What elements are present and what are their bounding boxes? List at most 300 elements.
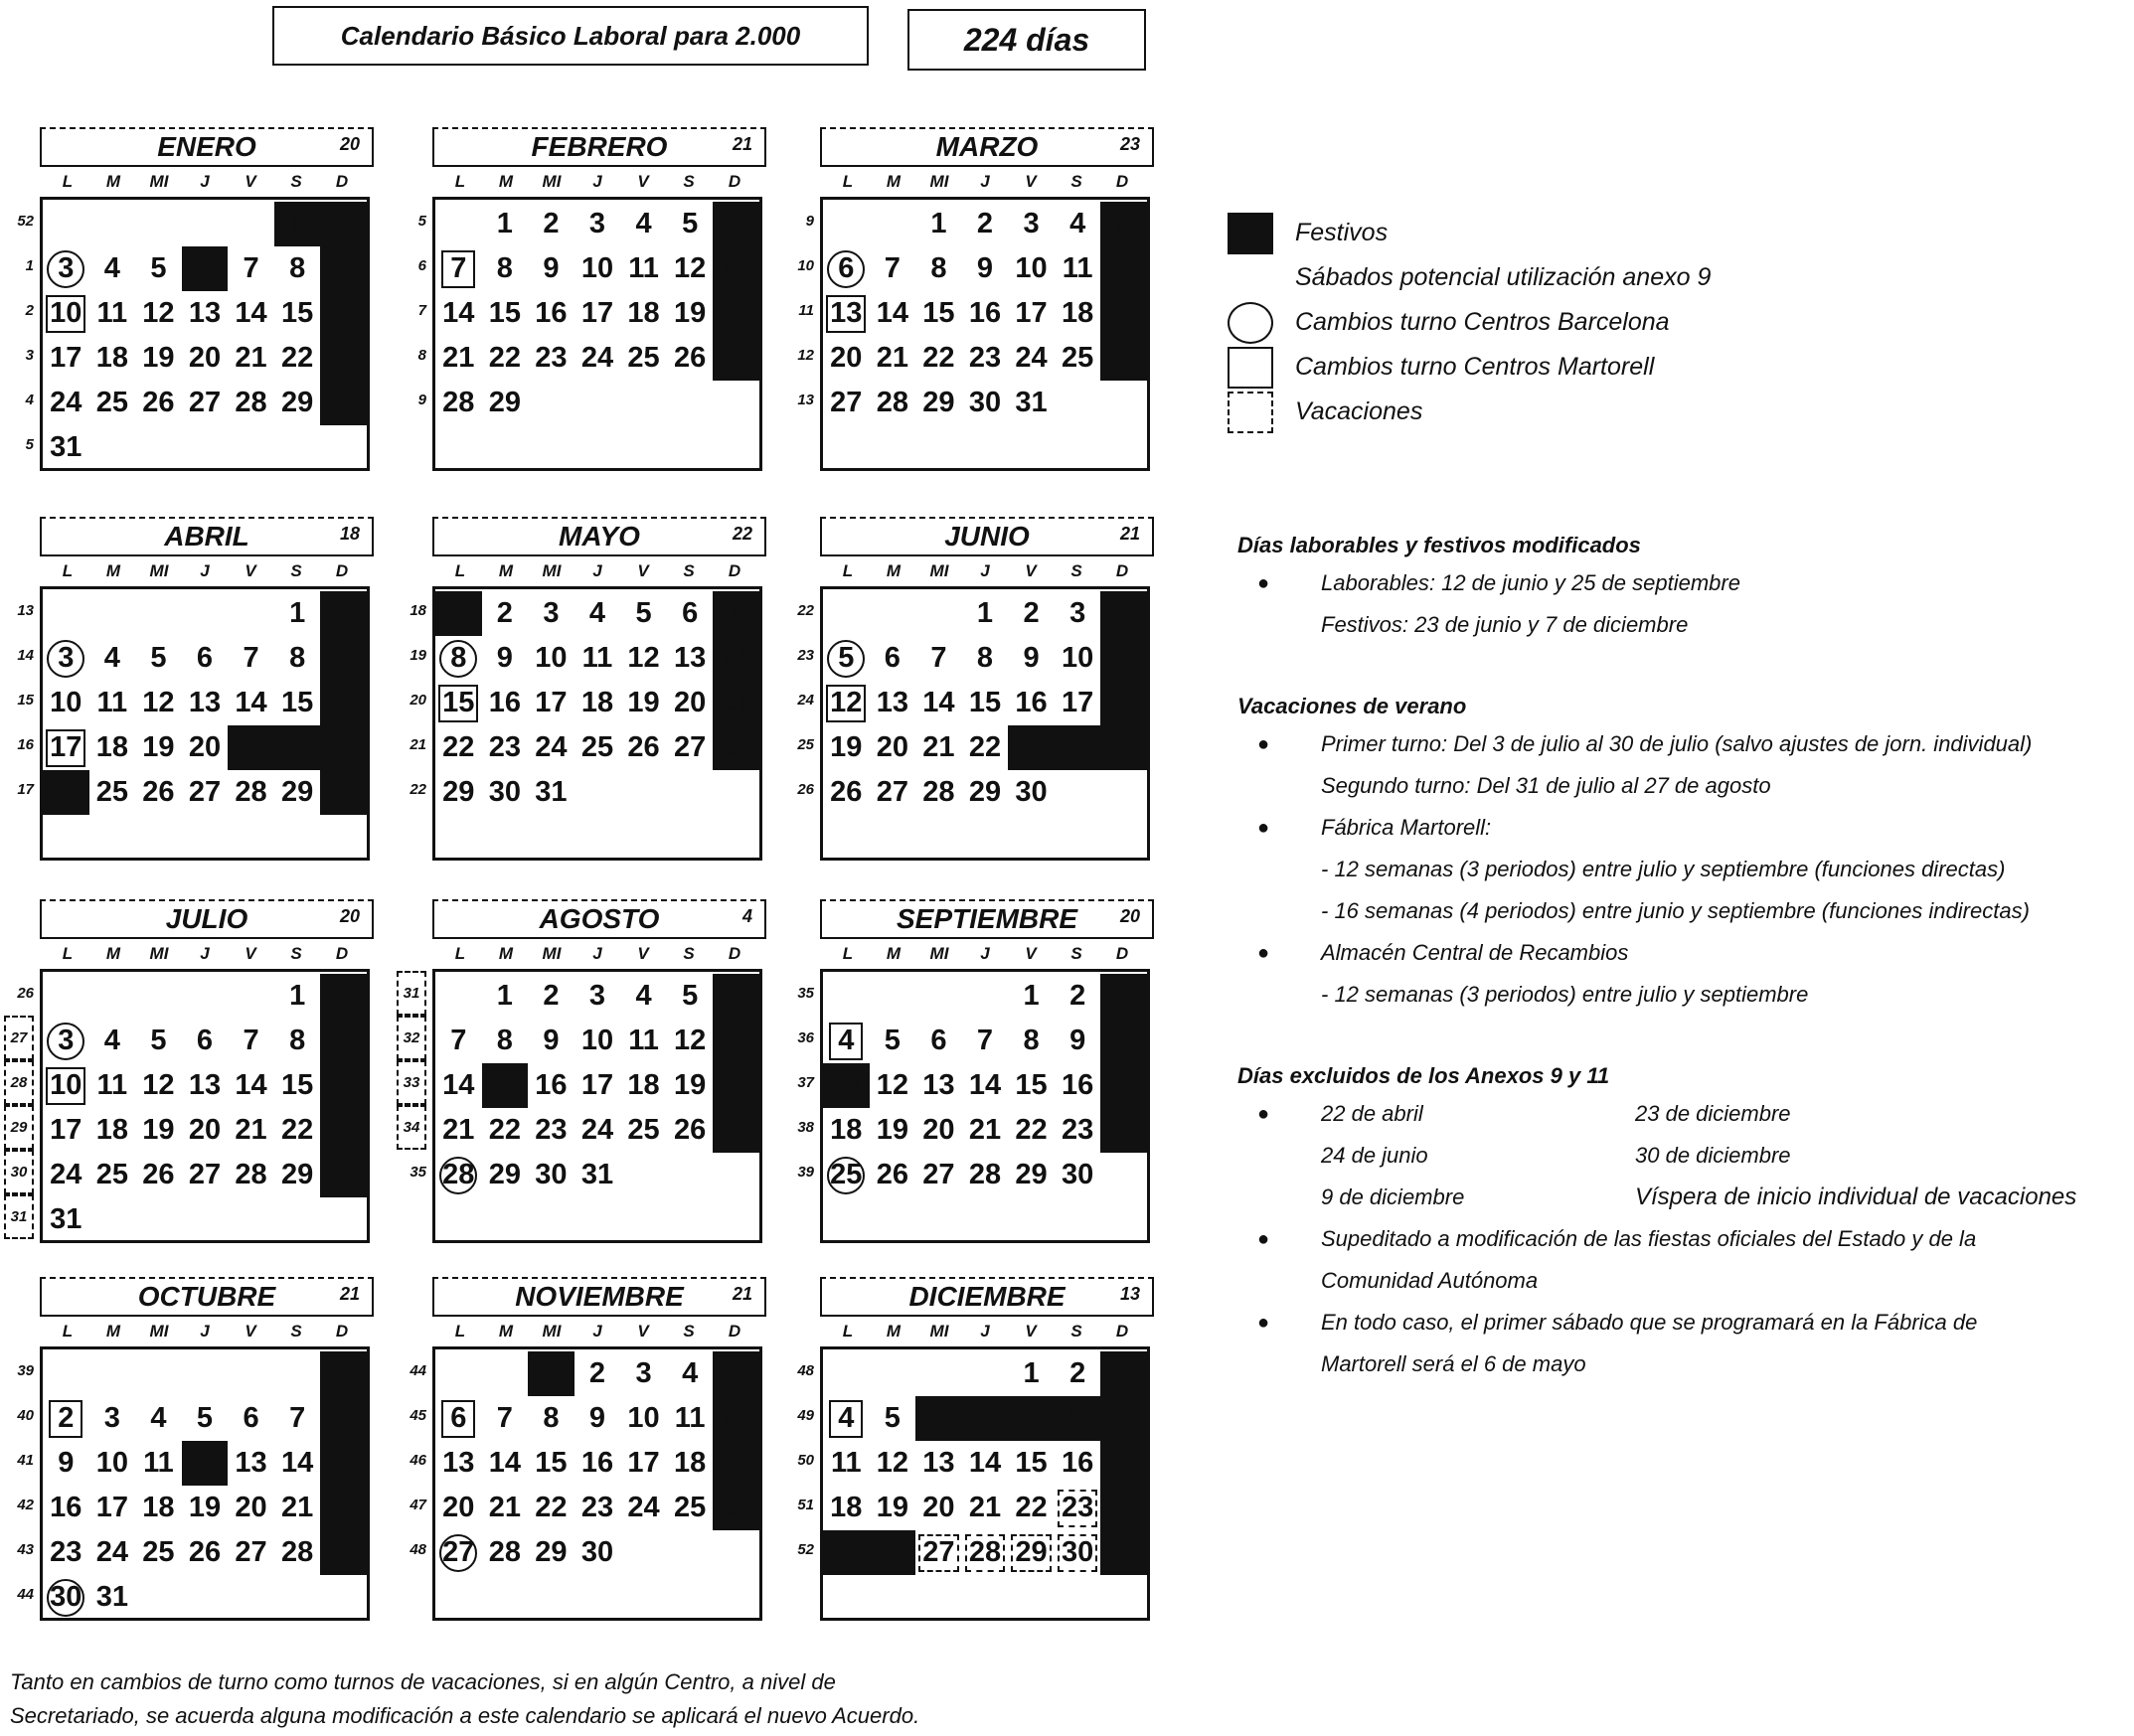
- weekday-label: M: [886, 944, 902, 963]
- note-text: Festivos: 23 de junio y 7 de diciembre: [1321, 612, 1689, 637]
- day-cell: [135, 1108, 182, 1153]
- holiday-cell: [1100, 246, 1147, 291]
- day-cell: [228, 636, 274, 681]
- empty-cell: [228, 591, 274, 636]
- holiday-cell: [320, 1396, 367, 1441]
- week-numbers: [784, 588, 814, 812]
- day-number: 10: [46, 295, 85, 333]
- day-cell: [870, 291, 916, 336]
- day-cell: [1008, 246, 1055, 291]
- week-number: 9: [417, 392, 426, 408]
- day-number: 30: [327, 1159, 360, 1190]
- day-number: 18: [95, 731, 128, 763]
- day-number: 17: [1107, 1447, 1140, 1479]
- week-number: 4: [25, 392, 34, 408]
- day-number: 29: [488, 387, 521, 418]
- day-cell: [228, 1486, 274, 1530]
- day-number: 27: [439, 1534, 477, 1572]
- week-number: 13: [17, 602, 34, 619]
- day-cell: [915, 1153, 962, 1197]
- week-number: 3: [25, 347, 34, 364]
- day-cell: [274, 291, 321, 336]
- week-number: 35: [410, 1164, 426, 1181]
- holiday-cell: [1100, 1530, 1147, 1575]
- day-cell: [823, 336, 870, 381]
- weekday-label: V: [637, 172, 649, 191]
- day-number: 7: [728, 597, 744, 629]
- empty-cell: [915, 974, 962, 1019]
- day-cell: [43, 1153, 89, 1197]
- day-number: 27: [830, 387, 863, 418]
- weekday-label: M: [105, 172, 121, 191]
- day-cell: [528, 1441, 575, 1486]
- day-cell: [575, 1396, 621, 1441]
- weekday-label: V: [245, 1322, 256, 1341]
- week-number: 39: [797, 1164, 814, 1181]
- day-cell: [962, 725, 1009, 770]
- day-number: 14: [720, 642, 752, 674]
- day-cell: [528, 681, 575, 725]
- holiday-cell: [320, 591, 367, 636]
- day-number: 22: [488, 1114, 521, 1146]
- day-cell: [274, 1441, 321, 1486]
- day-cell: [528, 336, 575, 381]
- day-cell: [1055, 1063, 1101, 1108]
- day-number: 5: [150, 252, 167, 284]
- day-number: 14: [442, 297, 475, 329]
- day-cell: [962, 246, 1009, 291]
- day-cell: [482, 636, 529, 681]
- day-number: 11: [96, 687, 128, 718]
- day-cell: [1055, 202, 1101, 246]
- day-number: 1: [289, 208, 306, 239]
- holiday-cell: [1100, 636, 1147, 681]
- legend-item-martorell: [1228, 345, 1711, 390]
- day-cell: [620, 1108, 667, 1153]
- day-cell: [228, 1108, 274, 1153]
- week-number: 52: [797, 1541, 814, 1558]
- day-cell: [435, 681, 482, 725]
- day-cell: [89, 1108, 136, 1153]
- weekday-header: [825, 556, 1154, 586]
- month-workdays: 21: [339, 1284, 360, 1304]
- day-cell: [823, 246, 870, 291]
- day-number: 24: [1062, 731, 1094, 763]
- day-number: 24: [535, 731, 568, 763]
- day-number: 28: [235, 387, 267, 418]
- legend-item-festivos: [1228, 211, 1711, 255]
- holiday-cell: [713, 974, 759, 1019]
- day-number: 1: [930, 208, 947, 239]
- week-numbers: [784, 1348, 814, 1572]
- holiday-cell: [320, 1486, 367, 1530]
- month-agosto: [403, 899, 766, 1243]
- day-number: 9: [335, 642, 352, 674]
- day-number: 22: [281, 731, 314, 763]
- day-number: 11: [96, 1069, 128, 1101]
- day-number: 27: [188, 776, 222, 808]
- week-numbers: [397, 588, 426, 812]
- circle-symbol-icon: [1228, 302, 1273, 344]
- day-number: 9: [588, 1402, 606, 1434]
- weekday-label: MI: [929, 561, 949, 580]
- day-number: 1: [289, 980, 306, 1012]
- day-number: 1: [496, 208, 513, 239]
- day-cell: [575, 974, 621, 1019]
- day-cell: [620, 974, 667, 1019]
- weekday-label: J: [980, 172, 990, 191]
- day-number: 1: [1023, 1357, 1040, 1389]
- day-cell: [135, 725, 182, 770]
- note-text: Martorell será el 6 de mayo: [1321, 1351, 1586, 1376]
- weekday-label: J: [592, 1322, 602, 1341]
- day-number: 7: [930, 642, 947, 674]
- day-cell: [575, 202, 621, 246]
- day-number: 28: [922, 776, 955, 808]
- weekday-label: L: [842, 944, 854, 963]
- empty-cell: [823, 591, 870, 636]
- day-number: 17: [580, 297, 614, 329]
- holiday-cell: [1100, 1063, 1147, 1108]
- day-cell: [135, 246, 182, 291]
- weekday-header: [437, 939, 766, 969]
- day-cell: [1008, 1019, 1055, 1063]
- day-cell: [135, 291, 182, 336]
- day-number: 17: [1062, 687, 1094, 718]
- week-number: 33: [397, 1060, 426, 1105]
- day-number: 23: [535, 342, 568, 374]
- day-number: 26: [876, 1536, 908, 1568]
- day-cell: [575, 725, 621, 770]
- holiday-cell: [274, 202, 321, 246]
- week-number: 26: [17, 985, 34, 1002]
- empty-cell: [870, 202, 916, 246]
- day-number: 22: [327, 1492, 360, 1523]
- day-number: 2: [49, 1400, 82, 1438]
- day-number: 7: [243, 1025, 259, 1056]
- week-number: 44: [17, 1586, 34, 1603]
- empty-cell: [435, 202, 482, 246]
- empty-cell: [823, 202, 870, 246]
- day-number: 24: [95, 1536, 128, 1568]
- day-number: 19: [674, 1069, 707, 1101]
- day-cell: [1008, 381, 1055, 425]
- day-cell: [620, 1486, 667, 1530]
- day-number: 20: [922, 1114, 955, 1146]
- day-cell: [482, 1153, 529, 1197]
- month-workdays: 23: [1119, 134, 1140, 154]
- day-cell: [823, 725, 870, 770]
- holiday-cell: [528, 1351, 575, 1396]
- weekday-label: L: [454, 561, 466, 580]
- month-workdays: 22: [732, 524, 752, 544]
- week-number: 18: [410, 602, 426, 619]
- day-number: 25: [95, 776, 128, 808]
- weekday-label: D: [335, 944, 349, 963]
- holiday-cell: [1100, 202, 1147, 246]
- day-number: 19: [142, 1114, 175, 1146]
- week-number: 12: [797, 347, 814, 364]
- day-number: 11: [628, 252, 659, 284]
- day-number: 21: [876, 342, 908, 374]
- day-number: 2: [1023, 597, 1040, 629]
- holiday-cell: [435, 591, 482, 636]
- day-cell: [962, 1019, 1009, 1063]
- day-cell: [228, 770, 274, 815]
- day-number: 5: [827, 640, 865, 678]
- day-number: 5: [150, 1025, 167, 1056]
- day-number: 15: [1015, 1069, 1048, 1101]
- holiday-cell: [320, 1153, 367, 1197]
- day-number: 28: [439, 1157, 477, 1194]
- month-name: SEPTIEMBRE: [896, 903, 1078, 934]
- day-cell: [915, 770, 962, 815]
- day-cell: [1008, 770, 1055, 815]
- day-number: 18: [627, 297, 660, 329]
- day-cell: [274, 1063, 321, 1108]
- day-cell: [823, 291, 870, 336]
- weekday-header: [437, 167, 766, 197]
- day-number: 4: [588, 597, 606, 629]
- day-number: 12: [876, 1069, 908, 1101]
- day-number: 9: [335, 1025, 352, 1056]
- holiday-cell: [713, 1108, 759, 1153]
- weekday-label: MI: [542, 1322, 562, 1341]
- day-number: 8: [976, 642, 994, 674]
- day-number: 19: [1107, 297, 1140, 329]
- day-number: 7: [884, 252, 901, 284]
- day-cell: [1008, 291, 1055, 336]
- holiday-cell: [1100, 1108, 1147, 1153]
- day-number: 9: [976, 252, 994, 284]
- week-number: 36: [797, 1029, 814, 1046]
- day-cell: [962, 1530, 1009, 1575]
- day-cell: [182, 1108, 229, 1153]
- day-cell: [915, 381, 962, 425]
- day-number: 8: [289, 1025, 306, 1056]
- day-cell: [43, 1063, 89, 1108]
- footer-line: Tanto en cambios de turno como turnos de vacaciones, si en algún Centro, a nivel de: [10, 1669, 836, 1694]
- holiday-cell: [1100, 591, 1147, 636]
- weekday-label: V: [1025, 1322, 1037, 1341]
- legend-item-sabados: [1228, 255, 1711, 300]
- day-number: 29: [1011, 1534, 1051, 1572]
- day-number: 8: [335, 1402, 352, 1434]
- day-number: 3: [47, 640, 84, 678]
- week-number: 8: [417, 347, 426, 364]
- day-number: 26: [142, 1159, 175, 1190]
- weekday-label: D: [335, 1322, 349, 1341]
- day-number: 15: [281, 1069, 314, 1101]
- day-cell: [89, 1486, 136, 1530]
- day-cell: [274, 246, 321, 291]
- day-number: 23: [327, 342, 360, 374]
- weekday-label: D: [1115, 172, 1129, 191]
- footer-line: Secretariado, se acuerda alguna modificación a este calendario se aplicará el nuevo Acuerdo.: [10, 1703, 920, 1728]
- day-cell: [1008, 1530, 1055, 1575]
- day-number: 18: [830, 1492, 863, 1523]
- legend-label: Sábados potencial utilización anexo 9: [1295, 263, 1712, 291]
- day-number: 19: [876, 1114, 908, 1146]
- day-number: 20: [188, 1114, 222, 1146]
- day-cell: [528, 1153, 575, 1197]
- day-number: 31: [1107, 1536, 1140, 1568]
- day-number: 23: [580, 1492, 614, 1523]
- day-number: 23: [968, 342, 1002, 374]
- day-number: 22: [281, 1114, 314, 1146]
- month-workdays: 21: [732, 1284, 752, 1304]
- day-number: 3: [635, 1357, 652, 1389]
- day-number: 17: [580, 1069, 614, 1101]
- holiday-cell: [320, 336, 367, 381]
- day-cell: [182, 381, 229, 425]
- day-number: 18: [627, 1069, 660, 1101]
- day-number: 20: [188, 342, 222, 374]
- day-cell: [228, 246, 274, 291]
- day-cell: [1055, 1153, 1101, 1197]
- day-number: 14: [488, 1447, 521, 1479]
- day-cell: [89, 1153, 136, 1197]
- day-cell: [228, 291, 274, 336]
- month-header: [40, 1277, 374, 1317]
- day-cell: [962, 1441, 1009, 1486]
- day-number: 2: [976, 208, 994, 239]
- modified-days-heading: Días laborables y festivos modificados: [1237, 533, 1641, 557]
- day-number: 26: [627, 731, 660, 763]
- day-number: 5: [1115, 208, 1132, 239]
- day-number: 11: [830, 1447, 862, 1479]
- day-number: 1: [976, 597, 994, 629]
- day-number: 16: [580, 1447, 614, 1479]
- day-number: 6: [243, 1402, 259, 1434]
- day-number: 12: [142, 687, 175, 718]
- day-number: 20: [720, 297, 752, 329]
- day-cell: [43, 425, 89, 470]
- holiday-cell: [713, 1396, 759, 1441]
- weekday-label: L: [454, 172, 466, 191]
- day-cell: [620, 1441, 667, 1486]
- day-cell: [482, 1530, 529, 1575]
- day-number: 23: [535, 1114, 568, 1146]
- weekday-label: L: [454, 1322, 466, 1341]
- day-cell: [228, 1396, 274, 1441]
- bullet-icon: ●: [1257, 732, 1270, 755]
- day-cell: [870, 1063, 916, 1108]
- day-cell: [962, 291, 1009, 336]
- day-number: 19: [627, 687, 660, 718]
- day-cell: [962, 1153, 1009, 1197]
- day-cell: [482, 770, 529, 815]
- day-number: 21: [720, 687, 752, 718]
- day-number: 21: [235, 1114, 267, 1146]
- week-number: 15: [17, 692, 34, 709]
- weekday-label: S: [683, 172, 695, 191]
- day-cell: [870, 636, 916, 681]
- week-number: 5: [25, 436, 34, 453]
- day-cell: [482, 591, 529, 636]
- day-cell: [667, 246, 714, 291]
- day-cell: [435, 336, 482, 381]
- holiday-cell: [713, 246, 759, 291]
- holiday-cell: [482, 1063, 529, 1108]
- day-cell: [228, 1530, 274, 1575]
- day-cell: [528, 1396, 575, 1441]
- weekday-label: S: [290, 944, 302, 963]
- holiday-cell: [1100, 1441, 1147, 1486]
- day-cell: [1055, 1108, 1101, 1153]
- weekday-label: M: [105, 1322, 121, 1341]
- day-number: 12: [1107, 252, 1140, 284]
- day-cell: [89, 1530, 136, 1575]
- month-header: [820, 127, 1154, 167]
- day-number: 30: [488, 776, 521, 808]
- day-number: 21: [235, 731, 267, 763]
- week-number: 16: [17, 736, 34, 753]
- day-cell: [667, 1351, 714, 1396]
- empty-cell: [823, 1351, 870, 1396]
- month-header: [432, 127, 766, 167]
- day-cell: [823, 1153, 870, 1197]
- day-cell: [1008, 1108, 1055, 1153]
- weekday-label: V: [1025, 944, 1037, 963]
- day-number: 30: [1062, 1159, 1094, 1190]
- week-numbers: [397, 199, 426, 422]
- weekday-label: D: [335, 561, 349, 580]
- week-number: 38: [797, 1119, 814, 1136]
- day-cell: [667, 1063, 714, 1108]
- day-number: 13: [876, 687, 908, 718]
- weekday-label: MI: [929, 1322, 949, 1341]
- day-number: 2: [335, 597, 352, 629]
- day-number: 30: [1015, 776, 1048, 808]
- day-number: 29: [922, 387, 955, 418]
- day-cell: [528, 1063, 575, 1108]
- day-cell: [43, 381, 89, 425]
- holiday-cell: [320, 246, 367, 291]
- note-text: 24 de junio: [1321, 1143, 1428, 1168]
- day-number: 22: [488, 342, 521, 374]
- day-number: 6: [682, 597, 699, 629]
- day-cell: [43, 1530, 89, 1575]
- empty-cell: [89, 591, 136, 636]
- day-number: 6: [196, 1025, 214, 1056]
- day-number: 28: [442, 387, 475, 418]
- day-cell: [274, 336, 321, 381]
- day-number: 6: [884, 642, 901, 674]
- day-cell: [89, 291, 136, 336]
- day-number: 9: [1023, 642, 1040, 674]
- day-number: 7: [976, 1025, 994, 1056]
- week-number: 48: [797, 1362, 814, 1379]
- day-number: 27: [922, 1159, 955, 1190]
- week-number: 27: [4, 1016, 34, 1060]
- holiday-cell: [320, 1063, 367, 1108]
- day-cell: [962, 636, 1009, 681]
- day-cell: [228, 681, 274, 725]
- day-number: 28: [968, 1159, 1002, 1190]
- day-number: 3: [47, 250, 84, 288]
- week-number: 13: [797, 392, 814, 408]
- note-text: 22 de abril: [1321, 1101, 1423, 1126]
- day-cell: [482, 336, 529, 381]
- day-number: 25: [95, 387, 128, 418]
- note-text: 30 de diciembre: [1635, 1143, 1791, 1168]
- day-number: 20: [188, 731, 222, 763]
- weekday-label: S: [1070, 1322, 1082, 1341]
- day-number: 3: [588, 208, 606, 239]
- empty-cell: [870, 1351, 916, 1396]
- holiday-cell: [1008, 1396, 1055, 1441]
